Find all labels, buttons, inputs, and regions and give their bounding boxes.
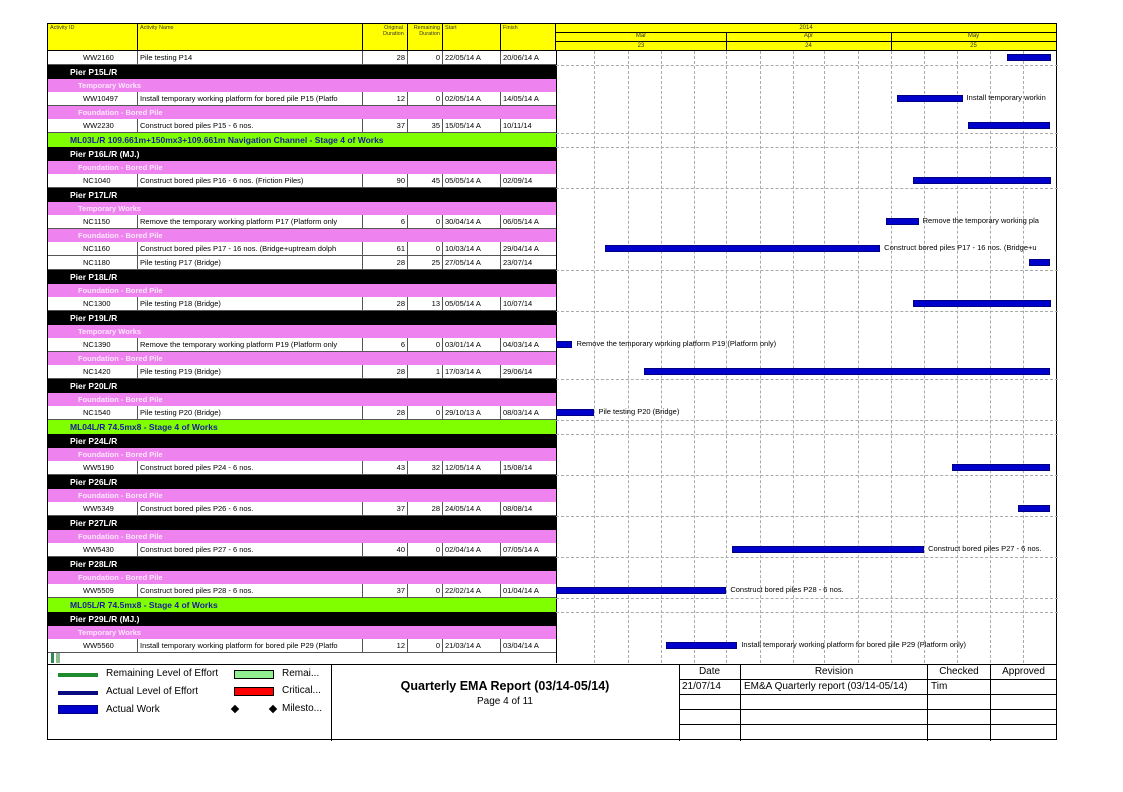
gantt-bar <box>913 177 1050 184</box>
finish-date: 06/05/14 A <box>503 217 539 226</box>
finish-date: 02/09/14 <box>503 176 533 185</box>
gantt-bar-label: Construct bored piles P17 - 16 nos. (Bridge+u <box>884 243 1037 252</box>
gantt-bar <box>666 642 737 649</box>
stage-label: ML05L/R 74.5mx8 - Stage 4 of Works <box>70 600 218 610</box>
rev-approved <box>991 680 1056 695</box>
timeline-gridline <box>760 51 761 663</box>
cat-label: Foundation - Bored Pile <box>78 450 163 459</box>
gantt-bar <box>556 409 594 416</box>
remaining-duration: 32 <box>408 461 443 475</box>
original-duration: 40 <box>363 543 408 557</box>
category-row <box>48 79 556 92</box>
start-date: 10/03/14 A <box>443 242 501 256</box>
activity-id: WW10497 <box>76 92 138 106</box>
pier-group-row <box>48 475 556 489</box>
finish-date: 29/04/14 A <box>503 244 539 253</box>
category-row <box>48 393 556 406</box>
report-page <box>47 23 1057 740</box>
timeline-gridline <box>594 51 595 663</box>
activity-name: Pile testing P20 (Bridge) <box>138 406 363 420</box>
category-row <box>48 626 556 639</box>
activity-id: NC1390 <box>76 338 138 352</box>
finish-date: 07/05/14 A <box>503 545 539 554</box>
original-duration: 61 <box>363 242 408 256</box>
remaining-duration: 45 <box>408 174 443 188</box>
col-start: Start <box>443 24 501 51</box>
pier-label: Pier P19L/R <box>70 313 118 323</box>
table-row <box>48 119 556 133</box>
remaining-duration: 0 <box>408 406 443 420</box>
stage-row <box>48 598 556 612</box>
pier-label: Pier P18L/R <box>70 272 118 282</box>
activity-name: Construct bored piles P26 - 6 nos. <box>138 502 363 516</box>
start-date: 02/05/14 A <box>443 92 501 106</box>
cat-label: Foundation - Bored Pile <box>78 573 163 582</box>
timeline-gridline <box>891 51 892 663</box>
cat-label: Foundation - Bored Pile <box>78 108 163 117</box>
table-row <box>48 502 556 516</box>
activity-name: Pile testing P14 <box>138 51 363 65</box>
activity-id: NC1420 <box>76 365 138 379</box>
remaining-duration: 0 <box>408 92 443 106</box>
pier-group-row <box>48 379 556 393</box>
start-date: 05/05/14 A <box>443 174 501 188</box>
table-header <box>48 24 556 51</box>
finish-date: 04/03/14 A <box>503 340 539 349</box>
original-duration: 90 <box>363 174 408 188</box>
activity-name: Pile testing P17 (Bridge) <box>138 256 363 270</box>
legend-critical-label: Critical... <box>282 685 321 696</box>
category-row <box>48 571 556 584</box>
rev-checked: Tim <box>928 680 991 695</box>
table-row <box>48 215 556 229</box>
remaining-duration: 0 <box>408 543 443 557</box>
finish-date: 08/08/14 <box>503 504 533 513</box>
legend <box>48 665 332 741</box>
gantt-bar-label: Install temporary workin <box>966 93 1046 102</box>
group-separator <box>556 612 1058 613</box>
activity-name: Construct bored piles P28 - 6 nos. <box>138 584 363 598</box>
gantt-bar <box>968 122 1050 129</box>
gantt-bar <box>913 300 1050 307</box>
activity-name: Install temporary working platform for bored pile P15 (Platfo <box>138 92 363 106</box>
activity-id: WW5560 <box>76 639 138 653</box>
activity-id: NC1540 <box>76 406 138 420</box>
remaining-duration: 0 <box>408 51 443 65</box>
gantt-bar <box>556 587 726 594</box>
cat-label: Temporary Works <box>78 327 142 336</box>
gantt-bar <box>1029 259 1051 266</box>
timeline-gridline <box>793 51 794 663</box>
pier-group-row <box>48 188 556 202</box>
category-row <box>48 448 556 461</box>
month-may-name: May <box>891 32 1056 42</box>
legend-actual-work-label: Actual Work <box>106 704 160 715</box>
pier-label: Pier P20L/R <box>70 381 118 391</box>
table-row <box>48 297 556 311</box>
activity-id: NC1040 <box>76 174 138 188</box>
original-duration: 28 <box>363 297 408 311</box>
group-separator <box>556 475 1058 476</box>
cat-label: Foundation - Bored Pile <box>78 532 163 541</box>
rev-blank-approved-1 <box>991 695 1056 710</box>
revision-table <box>679 665 1056 741</box>
rev-blank-date-1 <box>679 695 741 710</box>
original-duration: 43 <box>363 461 408 475</box>
finish-date: 20/06/14 A <box>503 53 539 62</box>
activity-id: WW2160 <box>76 51 138 65</box>
activity-name: Construct bored piles P16 - 6 nos. (Friction Piles) <box>138 174 363 188</box>
table-row <box>48 242 556 256</box>
remaining-duration: 0 <box>408 338 443 352</box>
rev-blank-checked-2 <box>928 710 991 725</box>
group-separator <box>556 516 1058 517</box>
start-date: 12/05/14 A <box>443 461 501 475</box>
rev-blank-revision-2 <box>741 710 928 725</box>
remaining-duration: 13 <box>408 297 443 311</box>
gantt-bar <box>556 341 572 348</box>
table-row <box>48 461 556 475</box>
rev-date: 21/07/14 <box>679 680 741 695</box>
timeline-gridline <box>924 51 925 663</box>
original-duration: 37 <box>363 584 408 598</box>
gantt-bar-label: Remove the temporary working platform P19 (Platform only) <box>576 339 777 348</box>
remaining-duration: 0 <box>408 215 443 229</box>
group-separator <box>556 379 1058 380</box>
col-activity-name: Activity Name <box>138 24 363 51</box>
month-apr <box>726 32 892 51</box>
activity-id: NC1150 <box>76 215 138 229</box>
activity-name: Construct bored piles P17 - 16 nos. (Bridge+uptream dolph <box>138 242 363 256</box>
start-date: 17/03/14 A <box>443 365 501 379</box>
gantt-bar <box>732 546 924 553</box>
rev-blank-approved-3 <box>991 725 1056 741</box>
activity-id: NC1180 <box>76 256 138 270</box>
start-date: 03/01/14 A <box>443 338 501 352</box>
pier-group-row <box>48 147 556 161</box>
rev-blank-checked-3 <box>928 725 991 741</box>
timeline-gridline <box>628 51 629 663</box>
finish-date: 15/08/14 <box>503 463 533 472</box>
cat-label: Temporary Works <box>78 204 142 213</box>
month-may <box>891 32 1056 51</box>
legend-actual-effort-label: Actual Level of Effort <box>106 686 199 697</box>
activity-id: WW5509 <box>76 584 138 598</box>
rev-blank-revision-1 <box>741 695 928 710</box>
cat-label: Foundation - Bored Pile <box>78 395 163 404</box>
gantt-bar <box>1018 505 1051 512</box>
remaining-duration: 25 <box>408 256 443 270</box>
category-row <box>48 352 556 365</box>
legend-milestone-icon <box>231 705 239 713</box>
rev-header-approved: Approved <box>991 665 1056 680</box>
pier-group-row <box>48 434 556 448</box>
gantt-bar <box>605 245 880 252</box>
category-row <box>48 161 556 174</box>
report-page-number: Page 4 of 11 <box>477 696 533 707</box>
pier-group-row <box>48 612 556 626</box>
original-duration: 28 <box>363 406 408 420</box>
group-separator <box>556 188 1058 189</box>
activity-id: WW2230 <box>76 119 138 133</box>
activity-id: NC1160 <box>76 242 138 256</box>
finish-date: 01/04/14 A <box>503 586 539 595</box>
pier-label: Pier P28L/R <box>70 559 118 569</box>
table-row <box>48 174 556 188</box>
original-duration: 6 <box>363 215 408 229</box>
pier-label: Pier P16L/R (MJ.) <box>70 149 140 159</box>
remaining-duration: 0 <box>408 639 443 653</box>
original-duration: 12 <box>363 92 408 106</box>
start-date: 15/05/14 A <box>443 119 501 133</box>
group-separator <box>556 133 1058 134</box>
stage-row <box>48 420 556 434</box>
pier-label: Pier P15L/R <box>70 67 118 77</box>
category-row <box>48 489 556 502</box>
table-row <box>48 584 556 598</box>
col-original-duration: Original Duration <box>363 24 408 51</box>
original-duration: 12 <box>363 639 408 653</box>
group-separator <box>556 598 1058 599</box>
rev-header-revision: Revision <box>741 665 928 680</box>
timeline-gridline <box>957 51 958 663</box>
rev-blank-date-2 <box>679 710 741 725</box>
activity-name: Pile testing P19 (Bridge) <box>138 365 363 379</box>
month-mar <box>556 32 727 51</box>
timeline-gridline <box>726 51 727 663</box>
month-apr-num: 24 <box>805 43 812 49</box>
cat-label: Temporary Works <box>78 628 142 637</box>
activity-name: Remove the temporary working platform P19 (Platform only <box>138 338 363 352</box>
month-mar-num: 23 <box>637 43 645 49</box>
legend-remaining-effort-label: Remaining Level of Effort <box>106 668 219 679</box>
category-row <box>48 530 556 543</box>
report-title: Quarterly EMA Report (03/14-05/14) <box>400 679 610 693</box>
pier-group-row <box>48 557 556 571</box>
activity-name: Construct bored piles P24 - 6 nos. <box>138 461 363 475</box>
category-row <box>48 229 556 242</box>
group-separator <box>556 65 1058 66</box>
original-duration: 37 <box>363 119 408 133</box>
timeline-header <box>556 24 1056 51</box>
report-title-block <box>331 665 680 741</box>
rev-blank-checked-1 <box>928 695 991 710</box>
col-activity-id: Activity ID <box>48 24 138 51</box>
table-row <box>48 543 556 557</box>
cat-label: Foundation - Bored Pile <box>78 231 163 240</box>
category-row <box>48 106 556 119</box>
pier-label: Pier P29L/R (MJ.) <box>70 614 140 624</box>
group-separator <box>556 147 1058 148</box>
timeline-gridline <box>824 51 825 663</box>
gantt-bar-label: Construct bored piles P27 - 6 nos. <box>928 544 1042 553</box>
original-duration: 28 <box>363 51 408 65</box>
month-may-num: 25 <box>970 43 977 49</box>
rev-header-date: Date <box>679 665 741 680</box>
start-date: 02/04/14 A <box>443 543 501 557</box>
activity-id: WW5349 <box>76 502 138 516</box>
timeline-gridline <box>694 51 695 663</box>
stage-label: ML04L/R 74.5mx8 - Stage 4 of Works <box>70 422 218 432</box>
group-separator <box>556 311 1058 312</box>
gantt-bar <box>1007 54 1051 61</box>
pier-label: Pier P24L/R <box>70 436 118 446</box>
table-row <box>48 406 556 420</box>
gantt-bar-label: Remove the temporary working pla <box>922 216 1039 225</box>
category-row <box>48 202 556 215</box>
rev-blank-revision-3 <box>741 725 928 741</box>
table-row <box>48 365 556 379</box>
gantt-bar <box>897 95 963 102</box>
remaining-duration: 1 <box>408 365 443 379</box>
original-duration: 6 <box>363 338 408 352</box>
activity-name: Pile testing P18 (Bridge) <box>138 297 363 311</box>
timeline-gridline <box>661 51 662 663</box>
activity-name: Construct bored piles P15 - 6 nos. <box>138 119 363 133</box>
finish-date: 08/03/14 A <box>503 408 539 417</box>
table-row <box>48 639 556 653</box>
timeline-gridline <box>1023 51 1024 663</box>
col-remaining-duration: Remaining Duration <box>408 24 443 51</box>
activity-id: NC1300 <box>76 297 138 311</box>
activity-name: Construct bored piles P27 - 6 nos. <box>138 543 363 557</box>
legend-actual-effort <box>58 691 98 695</box>
start-date: 21/03/14 A <box>443 639 501 653</box>
start-date: 22/05/14 A <box>443 51 501 65</box>
group-separator <box>556 270 1058 271</box>
pier-label: Pier P26L/R <box>70 477 118 487</box>
rev-revision: EM&A Quarterly report (03/14-05/14) <box>741 680 928 695</box>
start-date: 24/05/14 A <box>443 502 501 516</box>
cat-label: Foundation - Bored Pile <box>78 491 163 500</box>
pier-group-row <box>48 516 556 530</box>
pier-group-row <box>48 311 556 325</box>
table-row <box>48 51 556 65</box>
table-row <box>48 338 556 352</box>
group-separator <box>556 434 1058 435</box>
legend-remaining-bar <box>234 670 274 679</box>
month-mar-name: Mar <box>556 32 726 42</box>
table-divider <box>556 51 557 663</box>
table-row <box>48 256 556 270</box>
start-date: 30/04/14 A <box>443 215 501 229</box>
gantt-bar-label: Install temporary working platform for bored pile P29 (Platform only) <box>741 640 966 649</box>
cat-label: Foundation - Bored Pile <box>78 286 163 295</box>
report-footer <box>48 664 1056 741</box>
group-separator <box>556 557 1058 558</box>
activity-id: WW5190 <box>76 461 138 475</box>
rev-blank-approved-2 <box>991 710 1056 725</box>
activity-name: Install temporary working platform for bored pile P29 (Platfo <box>138 639 363 653</box>
start-date: 22/02/14 A <box>443 584 501 598</box>
pier-label: Pier P17L/R <box>70 190 118 200</box>
gantt-bar <box>952 464 1051 471</box>
start-date: 05/05/14 A <box>443 297 501 311</box>
stage-row <box>48 133 556 147</box>
timeline-gridline <box>990 51 991 663</box>
gantt-bar <box>644 368 1051 375</box>
legend-milestone-icon-2 <box>269 705 277 713</box>
pier-group-row <box>48 270 556 284</box>
activity-id: WW5430 <box>76 543 138 557</box>
activity-name: Remove the temporary working platform P17 (Platform only <box>138 215 363 229</box>
finish-date: 10/07/14 <box>503 299 533 308</box>
finish-date: 23/07/14 <box>503 258 533 267</box>
month-apr-name: Apr <box>726 32 891 42</box>
group-separator <box>556 420 1058 421</box>
start-date: 27/05/14 A <box>443 256 501 270</box>
remaining-duration: 28 <box>408 502 443 516</box>
rev-blank-date-3 <box>679 725 741 741</box>
legend-remaining-effort <box>58 673 98 677</box>
legend-milestone-label: Milesto... <box>282 703 323 714</box>
legend-critical-bar <box>234 687 274 696</box>
cat-label: Foundation - Bored Pile <box>78 163 163 172</box>
legend-remaining-label: Remai... <box>282 668 320 679</box>
category-row <box>48 284 556 297</box>
cat-label: Foundation - Bored Pile <box>78 354 163 363</box>
finish-date: 29/06/14 <box>503 367 533 376</box>
col-finish: Finish <box>503 25 518 31</box>
remaining-duration: 0 <box>408 242 443 256</box>
remaining-duration: 35 <box>408 119 443 133</box>
original-duration: 28 <box>363 365 408 379</box>
timeline-year: 2014 <box>556 24 1056 33</box>
finish-date: 03/04/14 A <box>503 641 539 650</box>
timeline-gridline <box>858 51 859 663</box>
cat-label: Temporary Works <box>78 81 142 90</box>
finish-date: 10/11/14 <box>503 121 532 130</box>
remaining-duration: 0 <box>408 584 443 598</box>
gantt-bar <box>886 218 919 225</box>
category-row <box>48 325 556 338</box>
table-row <box>48 92 556 106</box>
legend-actual-work <box>58 705 98 714</box>
gantt-bar-label: Pile testing P20 (Bridge) <box>598 407 680 416</box>
pier-label: Pier P27L/R <box>70 518 118 528</box>
start-date: 29/10/13 A <box>443 406 501 420</box>
finish-date: 14/05/14 A <box>503 94 539 103</box>
stage-label: ML03L/R 109.661m+150mx3+109.661m Navigation Channel - Stage 4 of Works <box>70 135 384 145</box>
rev-header-checked: Checked <box>928 665 991 680</box>
original-duration: 28 <box>363 256 408 270</box>
gantt-bar-label: Construct bored piles P28 - 6 nos. <box>730 585 844 594</box>
original-duration: 37 <box>363 502 408 516</box>
pier-group-row <box>48 65 556 79</box>
